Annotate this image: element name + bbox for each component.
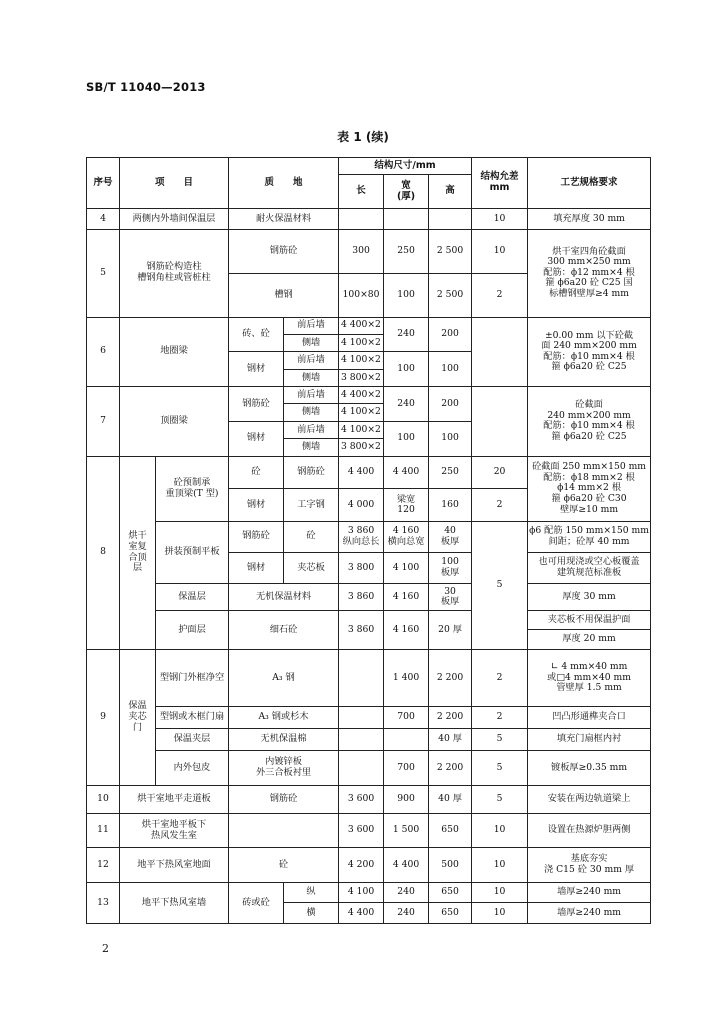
header-width: 宽 (厚) xyxy=(384,175,429,209)
row-wall: 侧墙 xyxy=(284,439,339,456)
row-spec: ϕ6 配筋 150 mm×150 mm 间距；砼厚 40 mm xyxy=(528,521,651,552)
header-no: 序号 xyxy=(87,158,120,209)
row-item: 钢筋砼构造柱 槽钢角柱或管桩柱 xyxy=(120,229,229,317)
header-height: 高 xyxy=(429,175,472,209)
row-no: 11 xyxy=(87,814,120,848)
row-item: 两侧内外墙间保温层 xyxy=(120,209,229,229)
row-item: 拼装预制平板 xyxy=(156,521,229,583)
row-tolerance: 5 xyxy=(472,750,528,785)
row-height: 2 500 xyxy=(429,229,472,273)
row-item: 地平下热风室墙 xyxy=(120,882,229,923)
row-width: 700 xyxy=(384,707,429,729)
row-group: 烘干 室复 合顶 层 xyxy=(120,456,156,649)
table-row xyxy=(87,209,651,229)
row-material: 无机保温棉 xyxy=(229,729,339,750)
row-width: 700 xyxy=(384,750,429,785)
table-row xyxy=(87,387,651,404)
row-length: 3 860 xyxy=(339,584,384,611)
row-item: 顶圈梁 xyxy=(120,387,229,457)
row-material: 砖、砼 xyxy=(229,317,284,352)
table-header-row xyxy=(87,158,651,175)
row-length: 4 100×2 xyxy=(339,352,384,369)
row-length: 4 100×2 xyxy=(339,334,384,351)
row-width: 1 400 xyxy=(384,649,429,706)
row-spec: 凹凸形通榫夹合口 xyxy=(528,707,651,729)
row-length: 3 600 xyxy=(339,814,384,848)
row-material: 耐火保温材料 xyxy=(229,209,339,229)
row-item: 烘干室地平板下 热风发生室 xyxy=(120,814,229,848)
row-width: 4 100 xyxy=(384,552,429,584)
row-width: 4 160 横向总宽 xyxy=(384,521,429,552)
row-tolerance: 10 xyxy=(472,882,528,902)
row-length: 4 200 xyxy=(339,848,384,883)
row-direction: 横 xyxy=(284,903,339,924)
table-row xyxy=(87,610,651,629)
row-height: 200 xyxy=(429,317,472,352)
row-material: 钢材 xyxy=(229,489,284,522)
row-width: 240 xyxy=(384,903,429,924)
row-length: 3 800×2 xyxy=(339,369,384,386)
row-width: 240 xyxy=(384,317,429,352)
row-spec: 夹芯板不用保温护面 xyxy=(528,610,651,629)
header-spec: 工艺规格要求 xyxy=(528,158,651,209)
row-spec: 也可用现浇或空心板覆盖 建筑规范标准板 xyxy=(528,552,651,584)
row-length: 3 860 纵向总长 xyxy=(339,521,384,552)
row-spec: 墙厚≥240 mm xyxy=(528,882,651,902)
row-length: 4 400 xyxy=(339,903,384,924)
row-height: 250 xyxy=(429,456,472,489)
row-height: 2 500 xyxy=(429,273,472,317)
row-material: 钢筋砼 xyxy=(229,785,339,814)
table-row xyxy=(87,848,651,883)
row-width: 900 xyxy=(384,785,429,814)
row-material-detail: 夹芯板 xyxy=(284,552,339,584)
row-spec: 填充门扇框内衬 xyxy=(528,729,651,750)
row-material: 内镀锌板 外三合板衬里 xyxy=(229,750,339,785)
header-tolerance: 结构允差 mm xyxy=(472,158,528,209)
row-tolerance: 20 xyxy=(472,456,528,489)
row-spec: 墙厚≥240 mm xyxy=(528,903,651,924)
row-length: 4 100×2 xyxy=(339,404,384,421)
row-height: 650 xyxy=(429,903,472,924)
row-length: 4 100×2 xyxy=(339,421,384,438)
document-code: SB/T 11040—2013 xyxy=(86,80,206,94)
row-material: 砼 xyxy=(229,848,339,883)
row-spec: 砼截面 240 mm×200 mm 配筋：ϕ10 mm×4 根 箍 ϕ6a20 砼 C25 xyxy=(528,387,651,457)
header-item: 项 目 xyxy=(120,158,229,209)
table-row xyxy=(87,584,651,611)
table-row xyxy=(87,785,651,814)
row-height: 100 板厚 xyxy=(429,552,472,584)
row-no: 7 xyxy=(87,387,120,457)
row-material-detail: 砼 xyxy=(284,521,339,552)
row-item: 型钢门外框净空 xyxy=(156,649,229,706)
row-tolerance: 2 xyxy=(472,649,528,706)
row-material: 砖或砼 xyxy=(229,882,284,923)
row-wall: 前后墙 xyxy=(284,421,339,438)
header-length: 长 xyxy=(339,175,384,209)
row-length: 4 400 xyxy=(339,456,384,489)
row-wall: 前后墙 xyxy=(284,352,339,369)
row-width: 100 xyxy=(384,421,429,456)
row-material: 钢材 xyxy=(229,352,284,387)
structure-spec-table xyxy=(86,157,651,924)
table-row xyxy=(87,729,651,750)
page-number: 2 xyxy=(102,942,109,955)
row-spec: 基底夯实 浇 C15 砼 30 mm 厚 xyxy=(528,848,651,883)
row-material-detail: 钢筋砼 xyxy=(284,456,339,489)
row-spec: 安装在两边轨道梁上 xyxy=(528,785,651,814)
row-spec: 厚度 30 mm xyxy=(528,584,651,611)
row-height: 650 xyxy=(429,814,472,848)
row-tolerance: 2 xyxy=(472,273,528,317)
row-length: 4 400×2 xyxy=(339,317,384,334)
row-no: 8 xyxy=(87,456,120,649)
row-item: 烘干室地平走道板 xyxy=(120,785,229,814)
row-tolerance: 10 xyxy=(472,229,528,273)
row-no: 6 xyxy=(87,317,120,387)
row-height: 20 厚 xyxy=(429,610,472,649)
row-material: 无机保温材料 xyxy=(229,584,339,611)
row-spec: 设置在热源炉胆两侧 xyxy=(528,814,651,848)
row-tolerance: 10 xyxy=(472,209,528,229)
row-length xyxy=(339,707,384,729)
row-spec: 砼截面 250 mm×150 mm 配筋：ϕ18 mm×2 根 ϕ14 mm×2 根 箍 ϕ6a20 砼 C30 壁厚≥10 mm xyxy=(528,456,651,521)
row-tolerance xyxy=(472,317,528,387)
header-material: 质 地 xyxy=(229,158,339,209)
row-no: 9 xyxy=(87,649,120,785)
row-item: 地平下热风室地面 xyxy=(120,848,229,883)
row-length xyxy=(339,750,384,785)
table-row xyxy=(87,649,651,706)
row-height: 40 厚 xyxy=(429,729,472,750)
row-tolerance: 5 xyxy=(472,785,528,814)
row-length: 4 100 xyxy=(339,882,384,902)
row-material xyxy=(229,814,339,848)
row-width: 100 xyxy=(384,352,429,387)
row-width: 4 400 xyxy=(384,848,429,883)
row-width xyxy=(384,729,429,750)
row-length xyxy=(339,649,384,706)
row-length: 3 800 xyxy=(339,552,384,584)
row-height: 160 xyxy=(429,489,472,522)
table-row xyxy=(87,882,651,902)
row-length: 4 000 xyxy=(339,489,384,522)
table-row xyxy=(87,707,651,729)
row-material: 砼 xyxy=(229,456,284,489)
table-title: 表 1 (续) xyxy=(337,130,389,144)
row-wall: 侧墙 xyxy=(284,334,339,351)
row-width: 4 400 xyxy=(384,456,429,489)
row-no: 4 xyxy=(87,209,120,229)
row-length xyxy=(339,209,384,229)
row-no: 13 xyxy=(87,882,120,923)
row-tolerance: 10 xyxy=(472,903,528,924)
row-tolerance: 2 xyxy=(472,707,528,729)
row-height: 2 200 xyxy=(429,707,472,729)
row-wall: 侧墙 xyxy=(284,404,339,421)
row-material: 钢材 xyxy=(229,552,284,584)
row-tolerance xyxy=(472,387,528,457)
row-tolerance: 5 xyxy=(472,729,528,750)
row-height: 200 xyxy=(429,387,472,422)
table-row xyxy=(87,814,651,848)
row-tolerance: 10 xyxy=(472,848,528,883)
table-row xyxy=(87,317,651,334)
row-width: 梁宽 120 xyxy=(384,489,429,522)
row-no: 10 xyxy=(87,785,120,814)
table-row xyxy=(87,456,651,489)
row-material-detail: 工字钢 xyxy=(284,489,339,522)
row-height xyxy=(429,209,472,229)
row-width: 4 160 xyxy=(384,610,429,649)
row-material: 钢筋砼 xyxy=(229,387,284,422)
row-spec: 烘干室四角砼截面 300 mm×250 mm 配筋：ϕ12 mm×4 根 箍 ϕ6a20 砼 C25 国 标槽钢壁厚≥4 mm xyxy=(528,229,651,317)
row-length: 100×80 xyxy=(339,273,384,317)
row-wall: 前后墙 xyxy=(284,317,339,334)
row-item: 内外包皮 xyxy=(156,750,229,785)
row-spec: 厚度 20 mm xyxy=(528,630,651,649)
row-tolerance: 5 xyxy=(472,521,528,649)
row-height: 100 xyxy=(429,421,472,456)
row-direction: 纵 xyxy=(284,882,339,902)
row-width xyxy=(384,209,429,229)
row-spec: 镀板厚≥0.35 mm xyxy=(528,750,651,785)
row-spec: ±0.00 mm 以下砼截 面 240 mm×200 mm 配筋：ϕ10 mm×4 根 箍 ϕ6a20 砼 C25 xyxy=(528,317,651,387)
row-item: 护面层 xyxy=(156,610,229,649)
row-height: 100 xyxy=(429,352,472,387)
row-item: 保温层 xyxy=(156,584,229,611)
row-wall: 前后墙 xyxy=(284,387,339,404)
row-height: 30 板厚 xyxy=(429,584,472,611)
table-row xyxy=(87,521,651,552)
row-length: 300 xyxy=(339,229,384,273)
row-width: 4 160 xyxy=(384,584,429,611)
row-length: 4 400×2 xyxy=(339,387,384,404)
row-spec: ∟ 4 mm×40 mm 或□4 mm×40 mm 管壁厚 1.5 mm xyxy=(528,649,651,706)
row-height: 40 板厚 xyxy=(429,521,472,552)
row-material: 钢材 xyxy=(229,421,284,456)
row-length: 3 860 xyxy=(339,610,384,649)
row-height: 2 200 xyxy=(429,649,472,706)
table-row xyxy=(87,229,651,273)
row-tolerance: 10 xyxy=(472,814,528,848)
row-material: 钢筋砼 xyxy=(229,229,339,273)
row-item: 保温夹层 xyxy=(156,729,229,750)
row-height: 2 200 xyxy=(429,750,472,785)
row-item: 砼预制承 重顶梁(T 型) xyxy=(156,456,229,521)
row-material: A₃ 钢 xyxy=(229,649,339,706)
row-material: 槽钢 xyxy=(229,273,339,317)
row-tolerance: 2 xyxy=(472,489,528,522)
row-width: 250 xyxy=(384,229,429,273)
row-width: 240 xyxy=(384,882,429,902)
row-item: 地圈梁 xyxy=(120,317,229,387)
row-wall: 侧墙 xyxy=(284,369,339,386)
header-dimensions: 结构尺寸/mm xyxy=(339,158,472,175)
row-width: 1 500 xyxy=(384,814,429,848)
row-height: 40 厚 xyxy=(429,785,472,814)
row-spec: 填充厚度 30 mm xyxy=(528,209,651,229)
row-no: 12 xyxy=(87,848,120,883)
row-height: 500 xyxy=(429,848,472,883)
row-width: 240 xyxy=(384,387,429,422)
row-material: A₃ 钢或杉木 xyxy=(229,707,339,729)
row-no: 5 xyxy=(87,229,120,317)
row-height: 650 xyxy=(429,882,472,902)
row-material: 钢筋砼 xyxy=(229,521,284,552)
row-length: 3 800×2 xyxy=(339,439,384,456)
row-length xyxy=(339,729,384,750)
row-material: 细石砼 xyxy=(229,610,339,649)
row-width: 100 xyxy=(384,273,429,317)
row-length: 3 600 xyxy=(339,785,384,814)
row-group: 保温 夹芯 门 xyxy=(120,649,156,785)
table-row xyxy=(87,750,651,785)
row-item: 型钢或木框门扇 xyxy=(156,707,229,729)
